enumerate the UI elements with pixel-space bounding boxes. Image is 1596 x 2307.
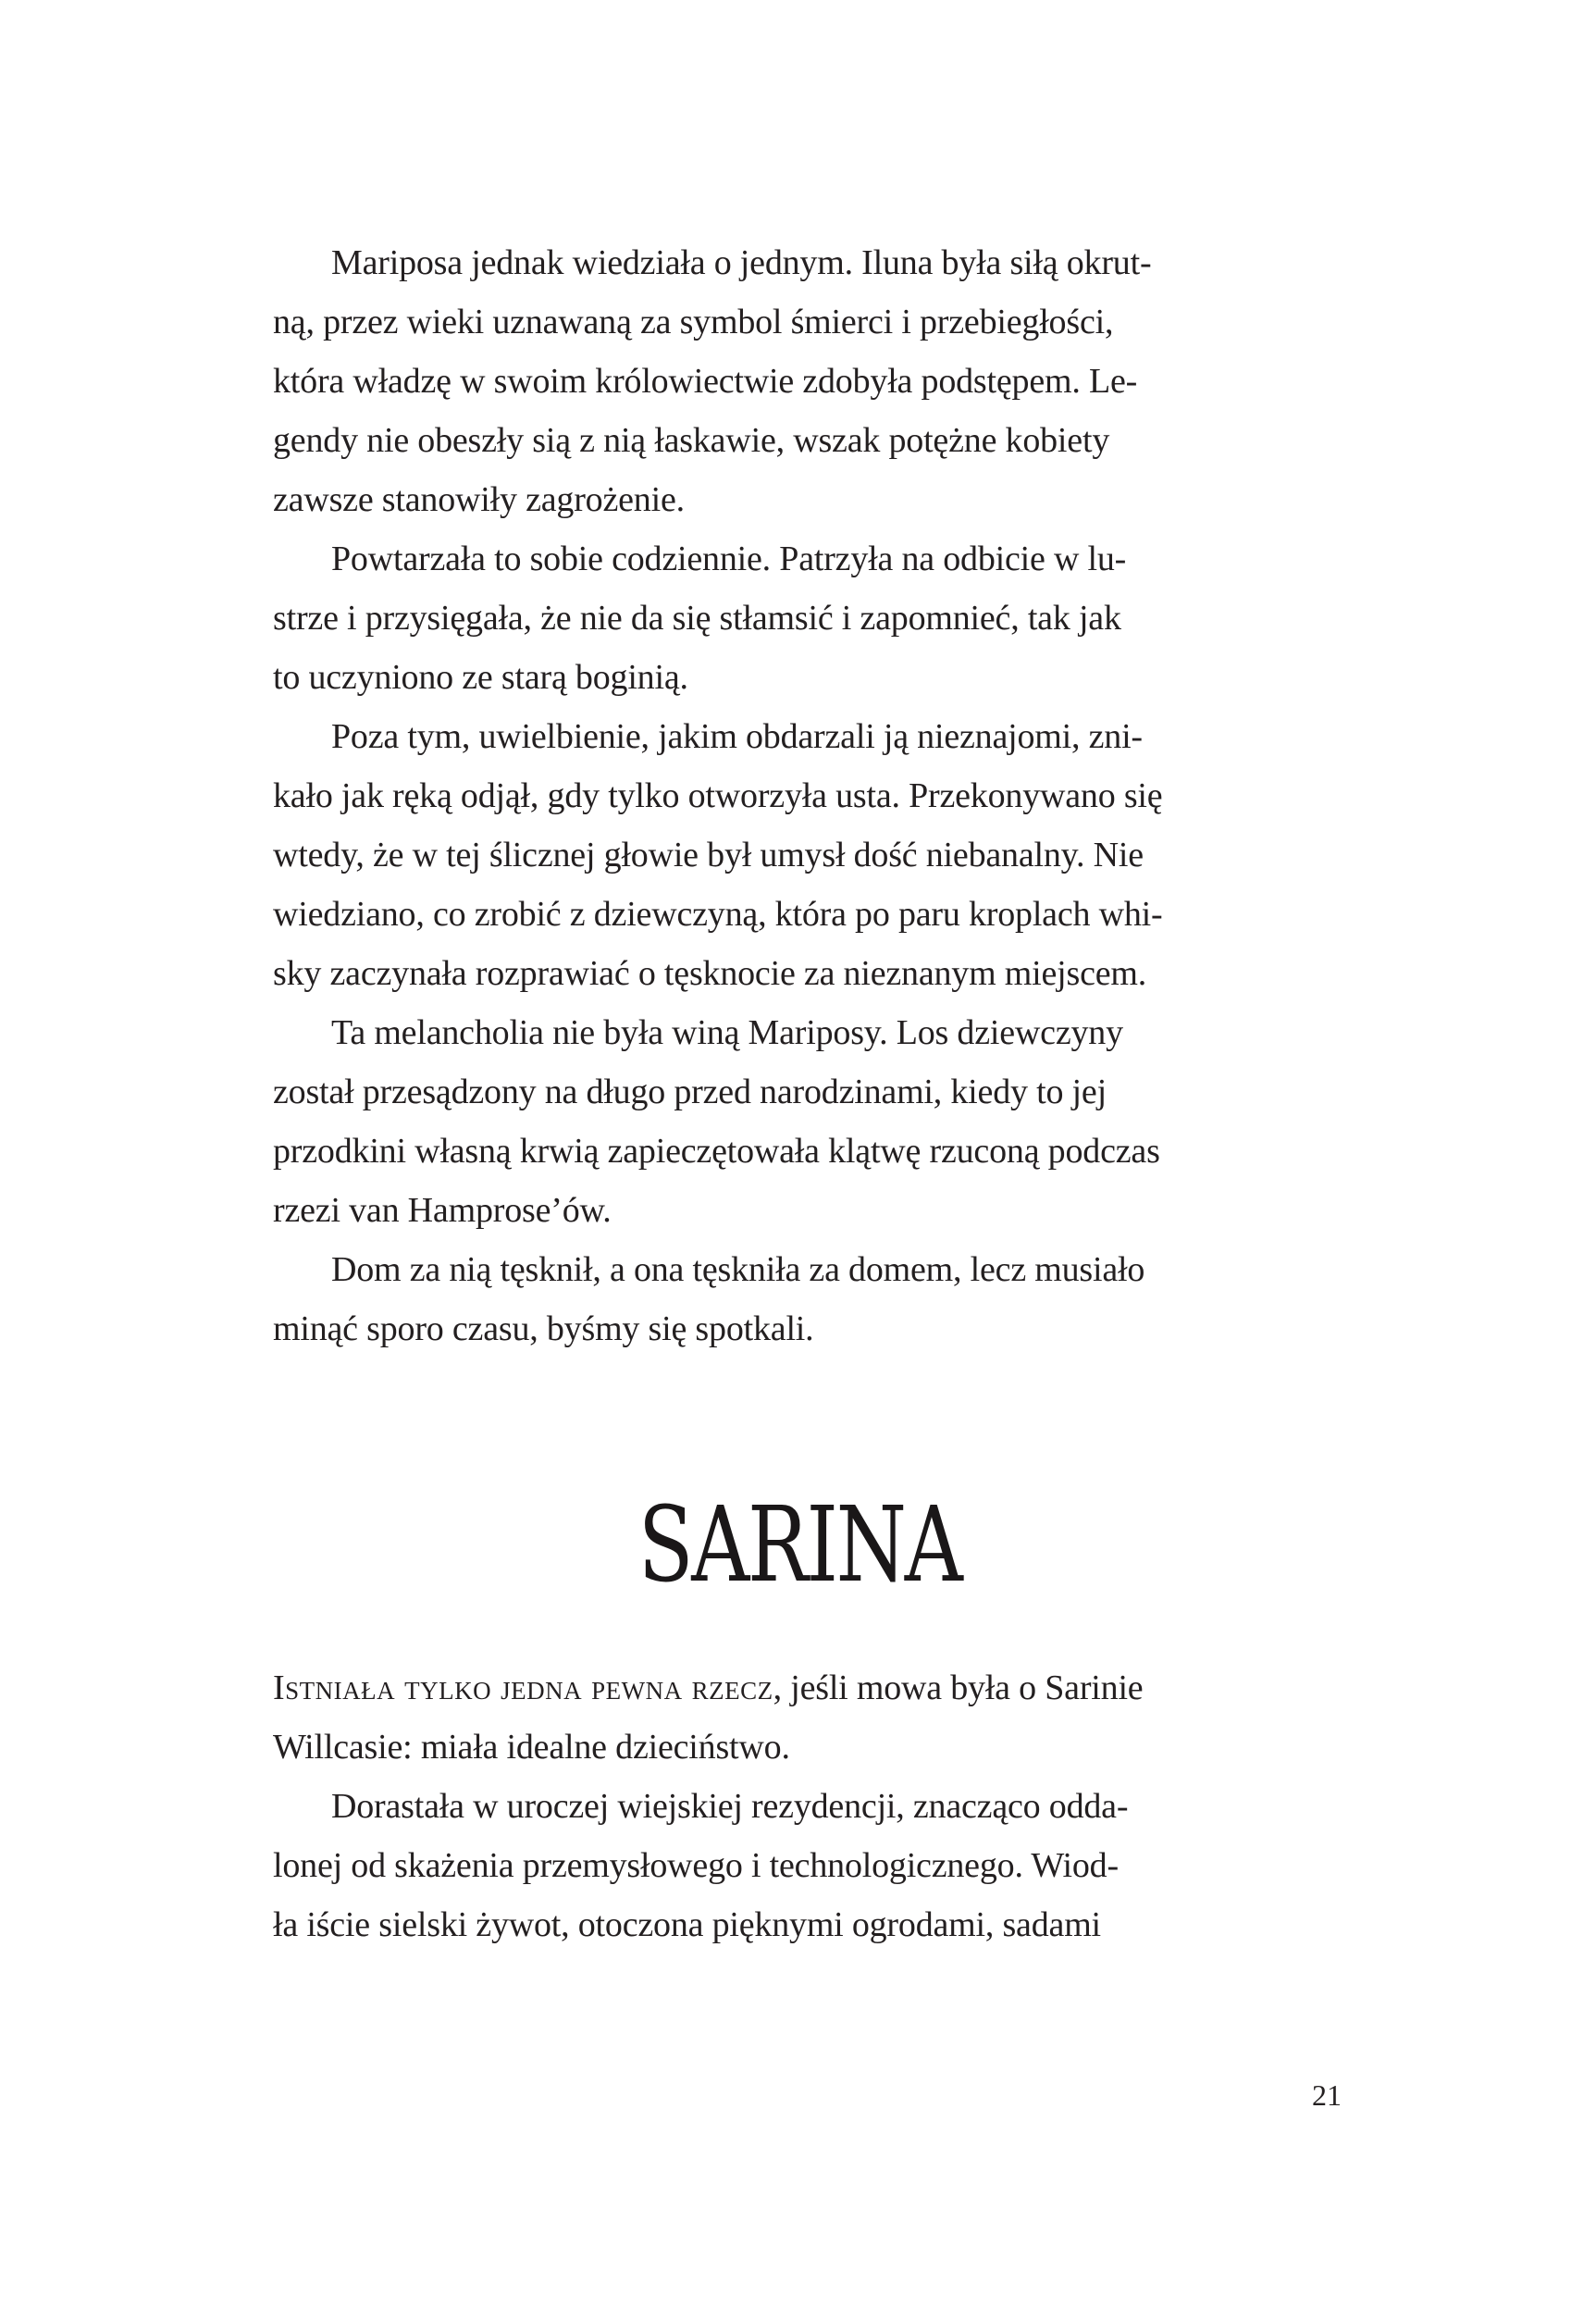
- paragraph-line: Mariposa jednak wiedziała o jednym. Iluna była siłą okrut-: [331, 243, 1152, 282]
- paragraph-line: został przesądzony na długo przed narodzinami, kiedy to jej: [273, 1073, 1107, 1111]
- paragraph-line: Ta melancholia nie była winą Mariposy. Los dziewczyny: [331, 1013, 1123, 1052]
- page-number: 21: [1312, 2078, 1342, 2112]
- opening-smallcaps: Istniała tylko jedna pewna rzecz: [273, 1668, 773, 1707]
- text-section-mariposa: [273, 233, 1342, 1358]
- paragraph-line: rzezi van Hamprose’ów.: [273, 1191, 612, 1230]
- paragraph-line: Dorastała w uroczej wiejskiej rezydencji, znacząco odda-: [331, 1787, 1129, 1826]
- opening-rest: , jeśli mowa była o Sarinie: [773, 1668, 1144, 1707]
- opening-line: [273, 1658, 1342, 1718]
- paragraph-line: wiedziano, co zrobić z dziewczyną, która po paru kroplach whi-: [273, 895, 1163, 934]
- paragraph-line: zawsze stanowiły zagrożenie.: [273, 480, 685, 519]
- paragraph-line: Powtarzała to sobie codziennie. Patrzyła na odbicie w lu-: [331, 540, 1127, 578]
- paragraph-line: strze i przysięgała, że nie da się stłamsić i zapomnieć, tak jak: [273, 599, 1121, 638]
- paragraph-line: to uczyniono ze starą boginią.: [273, 658, 688, 697]
- paragraph-line: Dom za nią tęsknił, a ona tęskniła za domem, lecz musiało: [331, 1250, 1145, 1289]
- paragraph-line: przodkini własną krwią zapieczętowała klątwę rzuconą podczas: [273, 1132, 1160, 1171]
- paragraph-line: lonej od skażenia przemysłowego i technologicznego. Wiod-: [273, 1846, 1119, 1885]
- paragraph-line: Poza tym, uwielbienie, jakim obdarzali ją nieznajomi, zni-: [331, 717, 1143, 756]
- paragraph-line: wtedy, że w tej ślicznej głowie był umysł dość niebanalny. Nie: [273, 836, 1144, 874]
- paragraph-line: ła iście sielski żywot, otoczona pięknymi ogrodami, sadami: [273, 1905, 1101, 1944]
- paragraph-line: gendy nie obeszły sią z nią łaskawie, wszak potężne kobiety: [273, 421, 1110, 460]
- chapter-title-text: SARINA: [637, 1485, 961, 1606]
- paragraph-line: sky zaczynała rozprawiać o tęsknocie za nieznanym miejscem.: [273, 954, 1147, 993]
- paragraph-line: ną, przez wieki uznawaną za symbol śmierci i przebiegłości,: [273, 303, 1114, 341]
- chapter-title: [177, 1485, 1422, 1606]
- paragraph-line: kało jak ręką odjął, gdy tylko otworzyła usta. Przekonywano się: [273, 776, 1163, 815]
- text-section-sarina: [273, 1658, 1342, 1954]
- paragraph-line: Willcasie: miała idealne dzieciństwo.: [273, 1728, 790, 1767]
- paragraph-line: minąć sporo czasu, byśmy się spotkali.: [273, 1309, 814, 1348]
- paragraph-line: która władzę w swoim królowiectwie zdobyła podstępem. Le-: [273, 362, 1138, 401]
